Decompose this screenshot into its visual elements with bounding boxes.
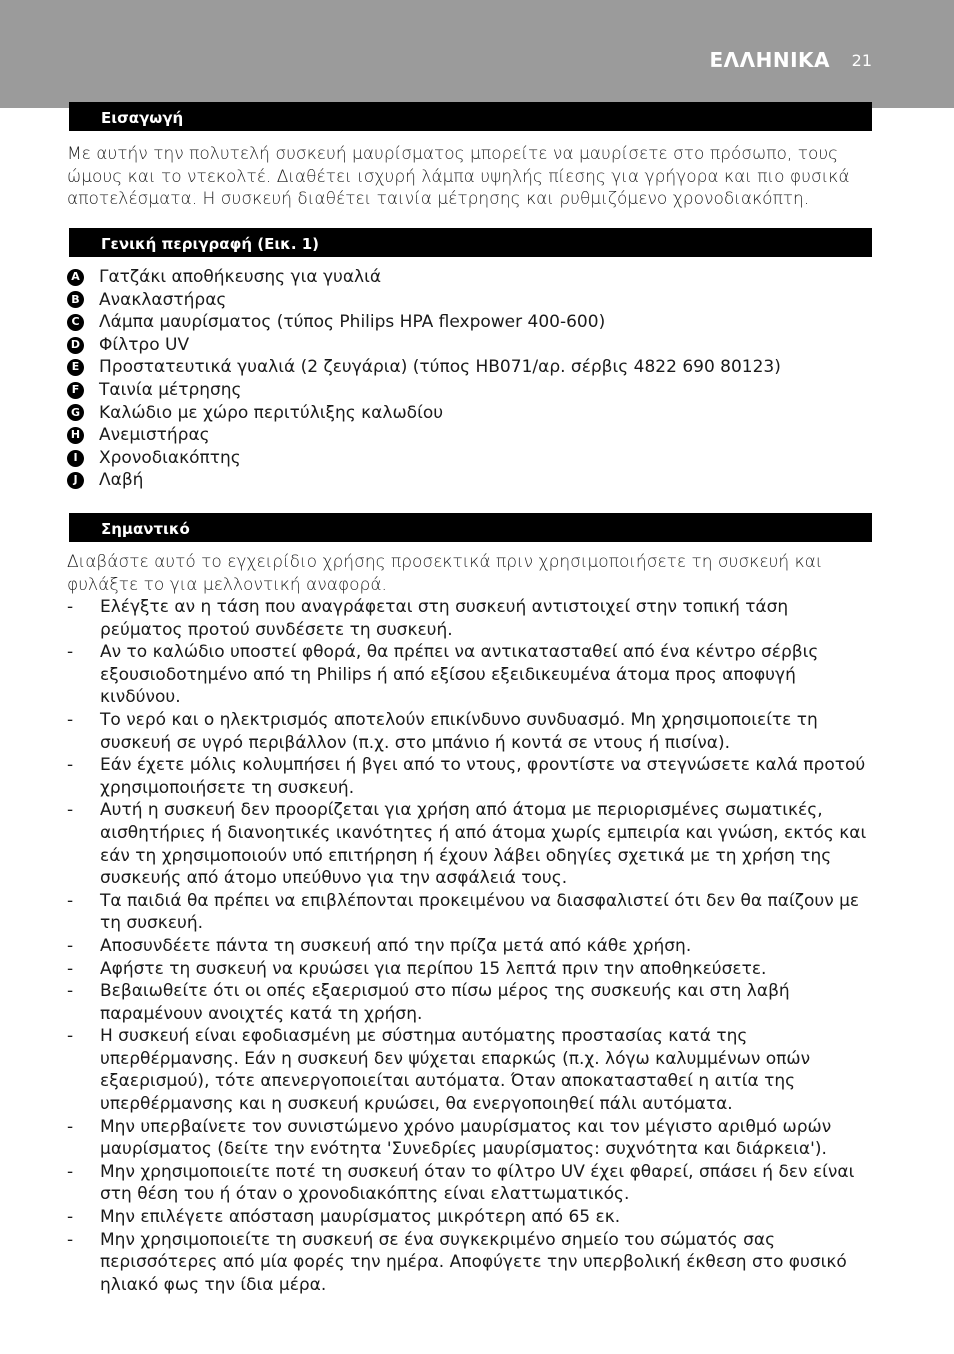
list-item bbox=[67, 1229, 867, 1297]
warning-text: Αυτή η συσκευή δεν προορίζεται για χρήση από άτομα με περιορισμένες σωματικές, αισθητήριες ή διανοητικές ικανότητες ή από άτομα χωρίς εμπειρία και γνώση, εκτός και εάν τη χρησιμοποιούν υπό επιτήρηση ή έχουν λάβει οδηγίες σχετικά με τη χρήση της συσκευής από άτομο υπεύθυνο για την ασφάλειά τους. bbox=[100, 800, 867, 889]
bullet-dash: - bbox=[67, 1116, 74, 1137]
list-item bbox=[67, 980, 867, 1025]
part-label: Γατζάκι αποθήκευσης για γυαλιά bbox=[99, 267, 382, 287]
part-label: Προστατευτικά γυαλιά (2 ζευγάρια) (τύπος HB071/αρ. σέρβις 4822 690 80123) bbox=[99, 357, 781, 378]
part-letter-badge: H bbox=[67, 427, 84, 444]
bullet-dash: - bbox=[67, 597, 74, 617]
list-item bbox=[67, 1161, 867, 1206]
warning-text: Το νερό και ο ηλεκτρισμός αποτελούν επικίνδυνο συνδυασμό. Μη χρησιμοποιείτε τη συσκευή σε υγρό περιβάλλον (π.χ. στο μπάνιο ή κοντά σε ντους ή πισίνα). bbox=[100, 709, 818, 753]
warning-text: Τα παιδιά θα πρέπει να επιβλέπονται προκειμένου να διασφαλιστεί ότι δεν θα παίζουν με τη συσκευή. bbox=[100, 890, 860, 934]
part-label: Φίλτρο UV bbox=[99, 334, 190, 355]
list-item bbox=[67, 1025, 867, 1115]
warning-text: Αφήστε τη συσκευή να κρυώσει για περίπου 15 λεπτά πριν την αποθηκεύσετε. bbox=[100, 958, 767, 979]
bullet-dash: - bbox=[67, 709, 74, 730]
part-letter-badge: D bbox=[67, 337, 84, 354]
bullet-dash: - bbox=[67, 1229, 74, 1250]
list-item bbox=[67, 1206, 867, 1229]
warning-text: Μην υπερβαίνετε τον συνιστώμενο χρόνο μαυρίσματος και τον μέγιστο αριθμό ωρών μαυρίσματος (δείτε την ενότητα 'Συνεδρίες μαυρίσματος: συχνότητα και διάρκεια'). bbox=[100, 1116, 832, 1160]
part-letter-badge: B bbox=[67, 291, 84, 308]
part-label: Χρονοδιακόπτης bbox=[99, 447, 241, 468]
bullet-dash: - bbox=[67, 1161, 74, 1182]
language-title: ΕΛΛΗΝΙΚΑ bbox=[709, 48, 830, 72]
part-letter-badge: F bbox=[67, 382, 84, 399]
list-item bbox=[67, 469, 867, 492]
part-label: Λάμπα μαυρίσματος (τύπος Philips HPA flexpower 400-600) bbox=[99, 312, 606, 333]
bullet-dash: - bbox=[67, 935, 74, 956]
important-intro: Διαβάστε αυτό το εγχειρίδιο χρήσης προσεκτικά πριν χρησιμοποιήσετε τη συσκευή και φυλάξτε το για μελλοντική αναφορά. bbox=[67, 552, 823, 595]
list-item bbox=[67, 266, 867, 289]
part-letter-badge: A bbox=[67, 269, 84, 286]
list-item bbox=[67, 424, 867, 447]
bullet-dash: - bbox=[67, 800, 74, 821]
bullet-dash: - bbox=[67, 981, 74, 1002]
bullet-dash: - bbox=[67, 755, 74, 776]
part-letter-badge: J bbox=[67, 472, 84, 489]
part-label: Ανεμιστήρας bbox=[99, 425, 210, 446]
warning-list bbox=[67, 596, 867, 1296]
list-item bbox=[67, 596, 867, 641]
part-letter-badge: C bbox=[67, 314, 84, 331]
parts-list bbox=[67, 266, 867, 492]
list-item bbox=[67, 890, 867, 935]
section-title: Σημαντικό bbox=[101, 520, 190, 538]
section-heading-intro bbox=[69, 102, 872, 131]
bullet-dash: - bbox=[67, 1207, 74, 1228]
warning-text: Η συσκευή είναι εφοδιασμένη με σύστημα αυτόματης προστασίας κατά της υπερθέρμανσης. Εάν η συσκευή δεν ψύχεται επαρκώς (π.χ. λόγω καλυμμένων οπών εξαερισμού), τότε απενεργοποιείται αυτόματα. Όταν αποκατασταθεί η αιτία της υπερθέρμανσης και η συσκευή κρυώσει, θα ενεργοποιηθεί πάλι αυτόματα. bbox=[100, 1026, 811, 1115]
list-item bbox=[67, 754, 867, 799]
part-label: Λαβή bbox=[99, 470, 144, 491]
part-letter-badge: G bbox=[67, 404, 84, 421]
part-letter-badge: E bbox=[67, 359, 84, 376]
warning-text: Βεβαιωθείτε ότι οι οπές εξαερισμού στο πίσω μέρος της συσκευής και στη λαβή παραμένουν ανοιχτές κατά τη χρήση. bbox=[100, 981, 790, 1024]
list-item bbox=[67, 447, 867, 470]
list-item bbox=[67, 402, 867, 425]
section-title: Γενική περιγραφή (Εικ. 1) bbox=[101, 235, 320, 253]
bullet-dash: - bbox=[67, 890, 74, 911]
warning-text: Μην χρησιμοποιείτε ποτέ τη συσκευή όταν το φίλτρο UV έχει φθαρεί, σπάσει ή δεν είναι στη θέση του ή όταν ο χρονοδιακόπτης είναι ελαττωματικός. bbox=[100, 1161, 855, 1205]
list-item bbox=[67, 1116, 867, 1161]
list-item bbox=[67, 958, 867, 981]
list-item bbox=[67, 289, 867, 312]
warning-text: Εάν έχετε μόλις κολυμπήσει ή βγει από το ντους, φροντίστε να στεγνώσετε καλά προτού χρησιμοποιήσετε τη συσκευή. bbox=[100, 755, 866, 798]
warning-text: Αν το καλώδιο υποστεί φθορά, θα πρέπει να αντικατασταθεί από ένα κέντρο σέρβις εξουσιοδοτημένο από τη Philips ή από εξίσου εξειδικευμένα άτομα προς αποφυγή κινδύνου. bbox=[100, 642, 819, 708]
warning-text: Αποσυνδέετε πάντα τη συσκευή από την πρίζα μετά από κάθε χρήση. bbox=[100, 935, 692, 956]
list-item bbox=[67, 935, 867, 958]
part-label: Ταινία μέτρησης bbox=[99, 379, 242, 400]
list-item bbox=[67, 334, 867, 357]
part-letter-badge: I bbox=[67, 450, 84, 467]
warning-text: Ελέγξτε αν η τάση που αναγράφεται στη συσκευή αντιστοιχεί στην τοπική τάση ρεύματος προτού συνδέσετε τη συσκευή. bbox=[100, 597, 789, 640]
list-item bbox=[67, 379, 867, 402]
list-item bbox=[67, 799, 867, 889]
part-label: Καλώδιο με χώρο περιτύλιξης καλωδίου bbox=[99, 402, 444, 423]
list-item bbox=[67, 709, 867, 754]
list-item bbox=[67, 356, 867, 379]
page-number: 21 bbox=[851, 51, 872, 70]
bullet-dash: - bbox=[67, 1026, 74, 1047]
intro-paragraph: Με αυτήν την πολυτελή συσκευή μαυρίσματος μπορείτε να μαυρίσετε στο πρόσωπο, τους ώμους και το ντεκολτέ. Διαθέτει ισχυρή λάμπα υψηλής πίεσης για γρήγορα και πιο φυσικά αποτελέσματα. Η συσκευή διαθέτει ταινία μέτρησης και ρυθμιζόμενο χρονοδιακόπτη. bbox=[67, 144, 850, 210]
list-item bbox=[67, 311, 867, 334]
section-title: Εισαγωγή bbox=[101, 109, 184, 127]
warning-text: Μην επιλέγετε απόσταση μαυρίσματος μικρότερη από 65 εκ. bbox=[100, 1207, 621, 1228]
list-item bbox=[67, 641, 867, 709]
bullet-dash: - bbox=[67, 642, 74, 663]
bullet-dash: - bbox=[67, 958, 74, 979]
section-heading-description bbox=[69, 228, 872, 257]
section-heading-important bbox=[69, 513, 872, 542]
part-label: Ανακλαστήρας bbox=[99, 289, 227, 310]
warning-text: Μην χρησιμοποιείτε τη συσκευή σε ένα συγκεκριμένο σημείο του σώματός σας περισσότερες από μία φορές την ημέρα. Αποφύγετε την υπερβολική έκθεση στο φυσικό ηλιακό φως την ίδια μέρα. bbox=[100, 1229, 847, 1295]
